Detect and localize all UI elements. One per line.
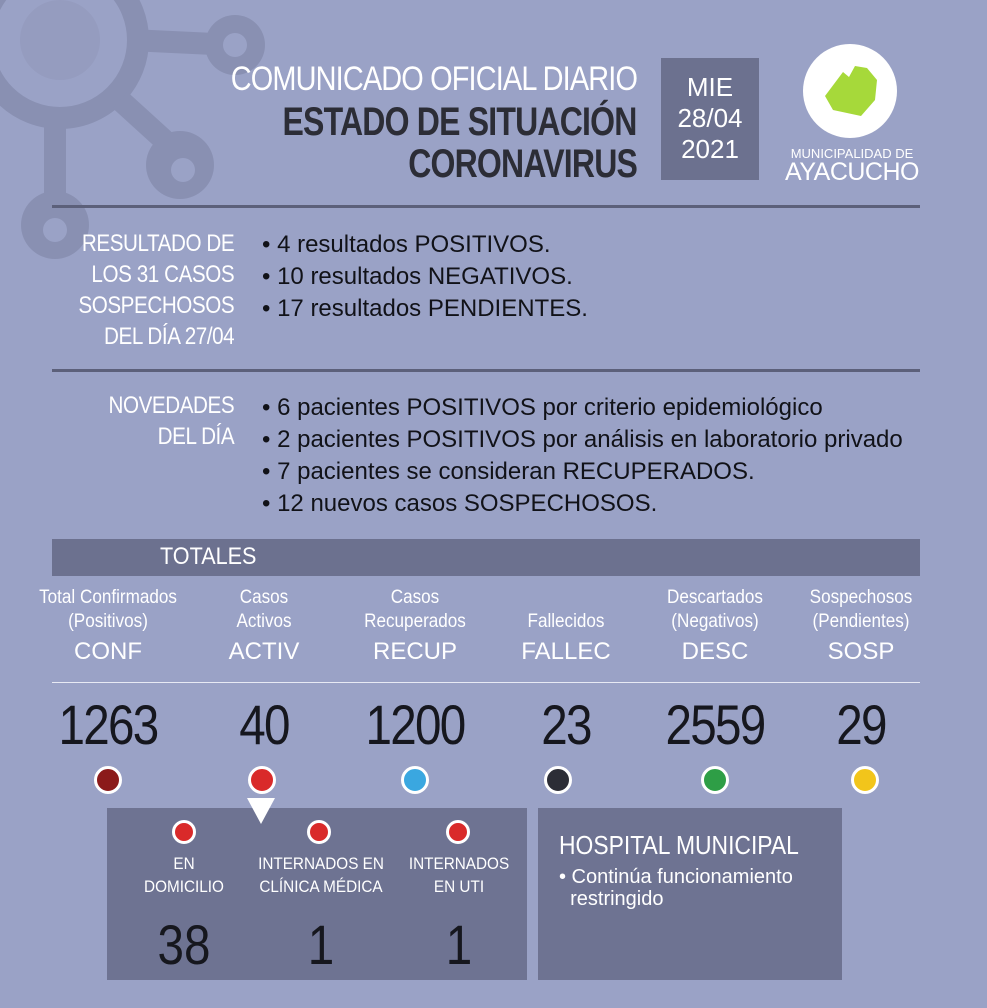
list-item: • 4 resultados POSITIVOS. (262, 229, 588, 261)
list-item: • 6 pacientes POSITIVOS por criterio epidemiológico (262, 392, 903, 424)
breakdown-value-domicilio: 38 (157, 913, 211, 976)
status-dot-conf (94, 766, 122, 794)
date-box (661, 58, 759, 180)
stat-desc: Descartados (Negativos) (666, 587, 763, 632)
virus-decoration-icon (0, 0, 290, 260)
logo-text-line2: AYACUCHO (785, 158, 919, 186)
stat-desc: Sospechosos (Pendientes) (809, 587, 913, 632)
date-day-month: 28/04 (677, 103, 743, 133)
novedades-label: NOVEDADES DEL DÍA (108, 392, 234, 450)
title-line-3: CORONAVIRUS (408, 142, 637, 186)
ayacucho-map-icon (803, 44, 897, 138)
hospital-title: HOSPITAL MUNICIPAL (559, 830, 799, 860)
stat-desc: Fallecidos (527, 611, 605, 632)
stat-value-desc: 2559 (665, 693, 765, 756)
logo-text-line1: MUNICIPALIDAD DE (790, 146, 914, 161)
stat-desc: Casos Activos (236, 587, 292, 632)
stats-divider (52, 682, 920, 683)
list-item: • 10 resultados NEGATIVOS. (262, 261, 588, 293)
stat-abbr: RECUP (372, 638, 457, 665)
status-dot-recup (401, 766, 429, 794)
stat-column-fallec (481, 586, 651, 670)
stat-value-sosp: 29 (836, 693, 886, 756)
status-dot-fallec (544, 766, 572, 794)
hospital-note: • Continúa funcionamiento restringido (559, 866, 793, 910)
breakdown-dot-clinica (307, 820, 331, 844)
status-dot-desc (701, 766, 729, 794)
status-dot-sosp (851, 766, 879, 794)
breakdown-label-domicilio: EN DOMICILIO (144, 854, 224, 896)
stat-value-recup: 1200 (365, 693, 465, 756)
stat-abbr: ACTIV (228, 638, 300, 665)
divider (52, 205, 920, 208)
list-item: • 2 pacientes POSITIVOS por análisis en laboratorio privado (262, 424, 903, 456)
date-weekday: MIE (686, 72, 734, 102)
status-dot-activ (248, 766, 276, 794)
stat-abbr: FALLEC (521, 638, 611, 665)
resultados-label: RESULTADO DE LOS 31 CASOS SOSPECHOSOS DEL DÍA 27/04 (78, 230, 234, 350)
resultados-list (262, 229, 588, 325)
stat-value-conf: 1263 (58, 693, 158, 756)
stat-abbr: CONF (74, 638, 142, 665)
list-item: • 12 nuevos casos SOSPECHOSOS. (262, 488, 903, 520)
novedades-list (262, 392, 903, 520)
stat-desc: Casos Recuperados (364, 587, 466, 632)
stat-column-activ (179, 586, 349, 670)
stat-column-conf (23, 586, 193, 670)
title-line-1: COMUNICADO OFICIAL DIARIO (230, 60, 637, 98)
list-item: • 17 resultados PENDIENTES. (262, 293, 588, 325)
title-line-2: ESTADO DE SITUACIÓN (282, 100, 637, 144)
stat-column-sosp (776, 586, 946, 670)
stat-column-desc (630, 586, 800, 670)
stat-desc: Total Confirmados (Positivos) (39, 587, 177, 632)
date-year: 2021 (681, 134, 739, 164)
stat-column-recup (330, 586, 500, 670)
municipality-logo (803, 44, 897, 138)
stat-value-fallec: 23 (541, 693, 591, 756)
list-item: • 7 pacientes se consideran RECUPERADOS. (262, 456, 903, 488)
breakdown-dot-uti (446, 820, 470, 844)
breakdown-dot-domicilio (172, 820, 196, 844)
breakdown-value-clinica: 1 (307, 913, 335, 976)
divider (52, 369, 920, 372)
totales-label: TOTALES (160, 543, 257, 570)
stat-abbr: SOSP (827, 638, 895, 665)
stat-abbr: DESC (681, 638, 749, 665)
stat-value-activ: 40 (239, 693, 289, 756)
pointer-triangle-icon (247, 798, 275, 824)
breakdown-label-uti: INTERNADOS EN UTI (408, 854, 510, 896)
breakdown-label-clinica: INTERNADOS EN CLÍNICA MÉDICA (258, 854, 384, 896)
breakdown-value-uti: 1 (445, 913, 473, 976)
